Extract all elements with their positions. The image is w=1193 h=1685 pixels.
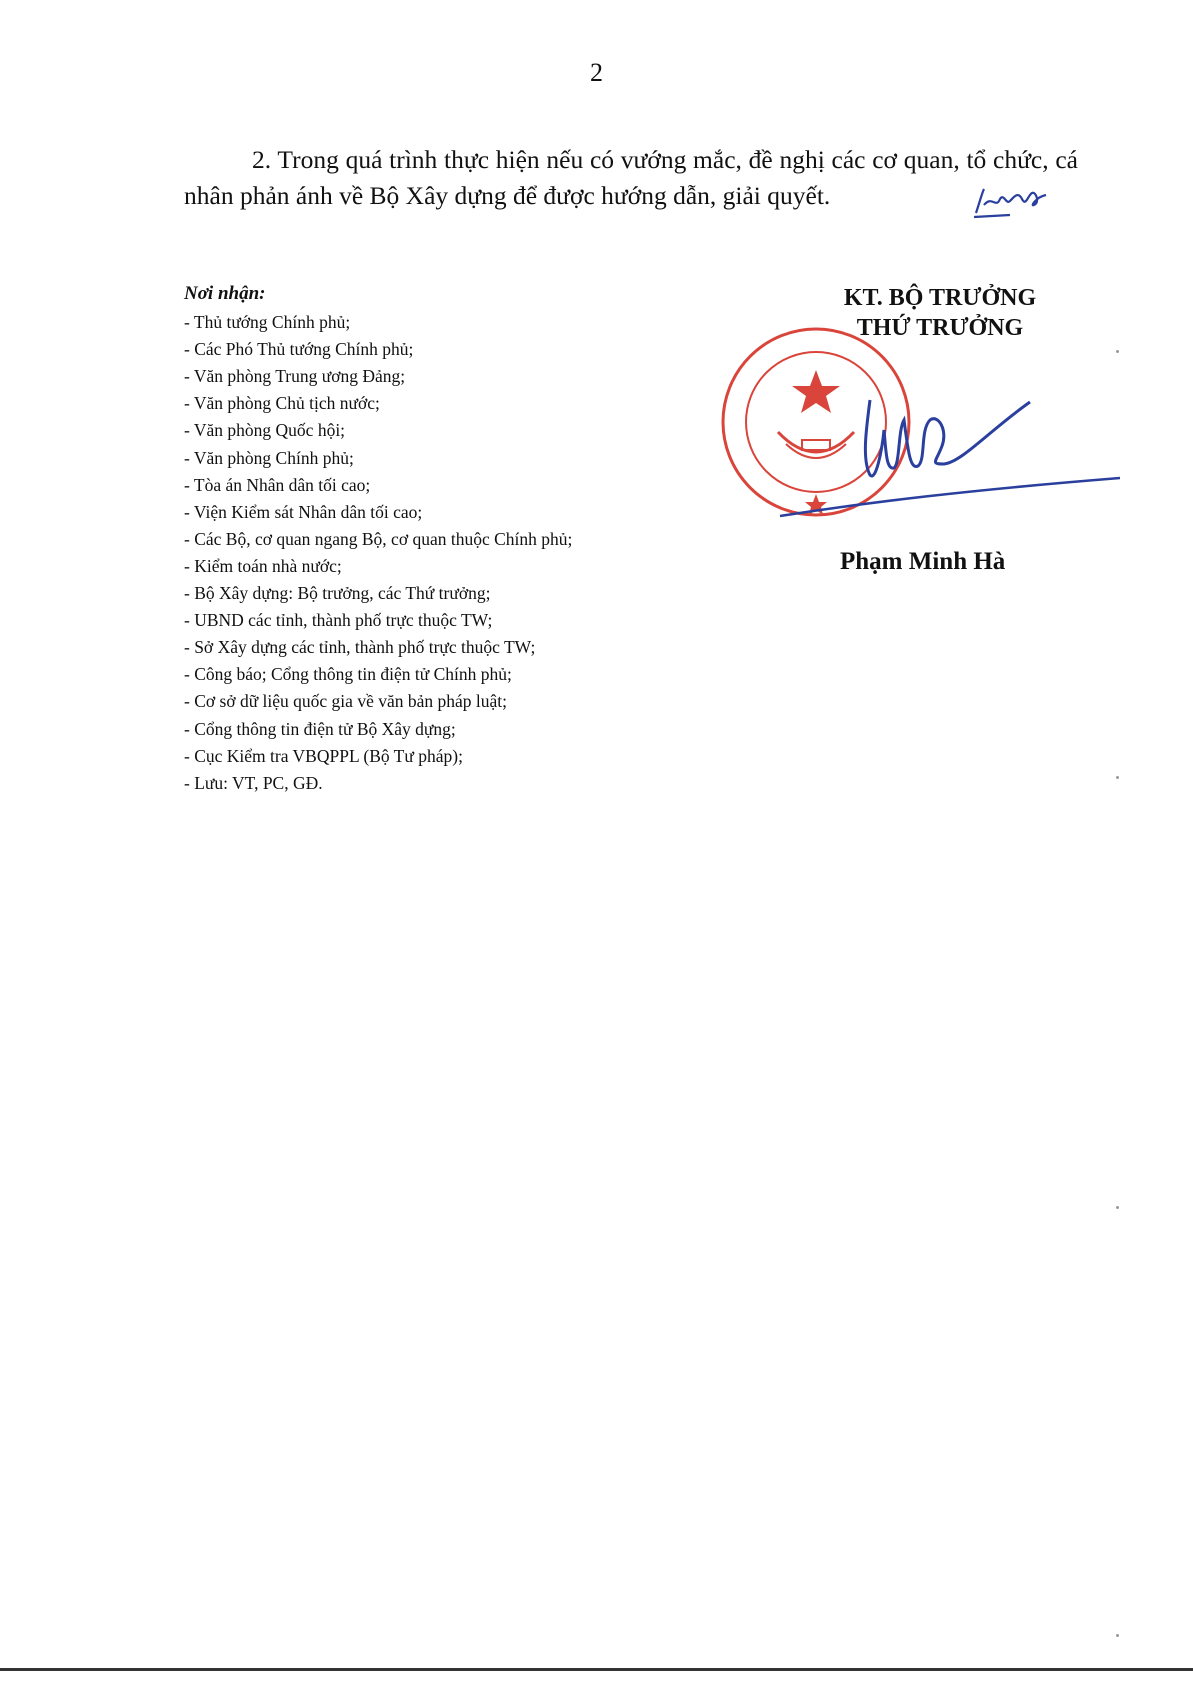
recipient-item: - Thủ tướng Chính phủ; <box>184 312 351 333</box>
recipients-title: Nơi nhận: <box>184 283 266 304</box>
recipient-item: - Kiểm toán nhà nước; <box>184 555 342 576</box>
recipient-item: - Lưu: VT, PC, GĐ. <box>184 772 323 793</box>
page-number: 2 <box>590 58 603 87</box>
signature-title-line1: KT. BỘ TRƯỞNG <box>843 285 1037 311</box>
recipients-block <box>184 280 704 797</box>
recipient-item: - Viện Kiểm sát Nhân dân tối cao; <box>184 501 423 522</box>
scan-artifact <box>1116 1634 1119 1637</box>
body-paragraph <box>184 142 1078 214</box>
signature-title-line2: THỨ TRƯỞNG <box>856 315 1024 341</box>
recipient-item: - Văn phòng Trung ương Đảng; <box>184 366 406 387</box>
recipient-item: - Cổng thông tin điện tử Bộ Xây dựng; <box>184 718 456 739</box>
recipient-item: - Các Phó Thủ tướng Chính phủ; <box>184 339 414 360</box>
scan-artifact <box>1116 776 1119 779</box>
scan-artifact <box>1116 350 1119 353</box>
recipient-item: - Sở Xây dựng các tỉnh, thành phố trực thuộc TW; <box>184 637 536 658</box>
recipient-item: - Các Bộ, cơ quan ngang Bộ, cơ quan thuộc Chính phủ; <box>184 528 573 549</box>
handwritten-signature <box>770 390 1120 530</box>
recipient-item: - Văn phòng Chính phủ; <box>184 447 354 468</box>
scan-artifact <box>1116 1206 1119 1209</box>
page-bottom-edge <box>0 1668 1193 1671</box>
signer-name: Phạm Minh Hà <box>840 548 1006 575</box>
recipient-item: - UBND các tỉnh, thành phố trực thuộc TW; <box>184 610 493 631</box>
recipient-item: - Tòa án Nhân dân tối cao; <box>184 474 371 495</box>
body-paragraph-text: 2. Trong quá trình thực hiện nếu có vướng mắc, đề nghị các cơ quan, tổ chức, cá nhân phản ánh về Bộ Xây dựng để được hướng dẫn, giải quyết. <box>184 145 1078 210</box>
recipients-list <box>184 309 704 797</box>
recipient-item: - Văn phòng Quốc hội; <box>184 420 346 441</box>
recipient-item: - Cục Kiểm tra VBQPPL (Bộ Tư pháp); <box>184 745 463 766</box>
recipient-item: - Văn phòng Chủ tịch nước; <box>184 393 380 414</box>
recipient-item: - Công báo; Cổng thông tin điện tử Chính phủ; <box>184 664 512 685</box>
initials-signature <box>970 183 1060 223</box>
recipient-item: - Cơ sở dữ liệu quốc gia về văn bản pháp luật; <box>184 691 507 712</box>
recipient-item: - Bộ Xây dựng: Bộ trưởng, các Thứ trưởng; <box>184 583 491 604</box>
